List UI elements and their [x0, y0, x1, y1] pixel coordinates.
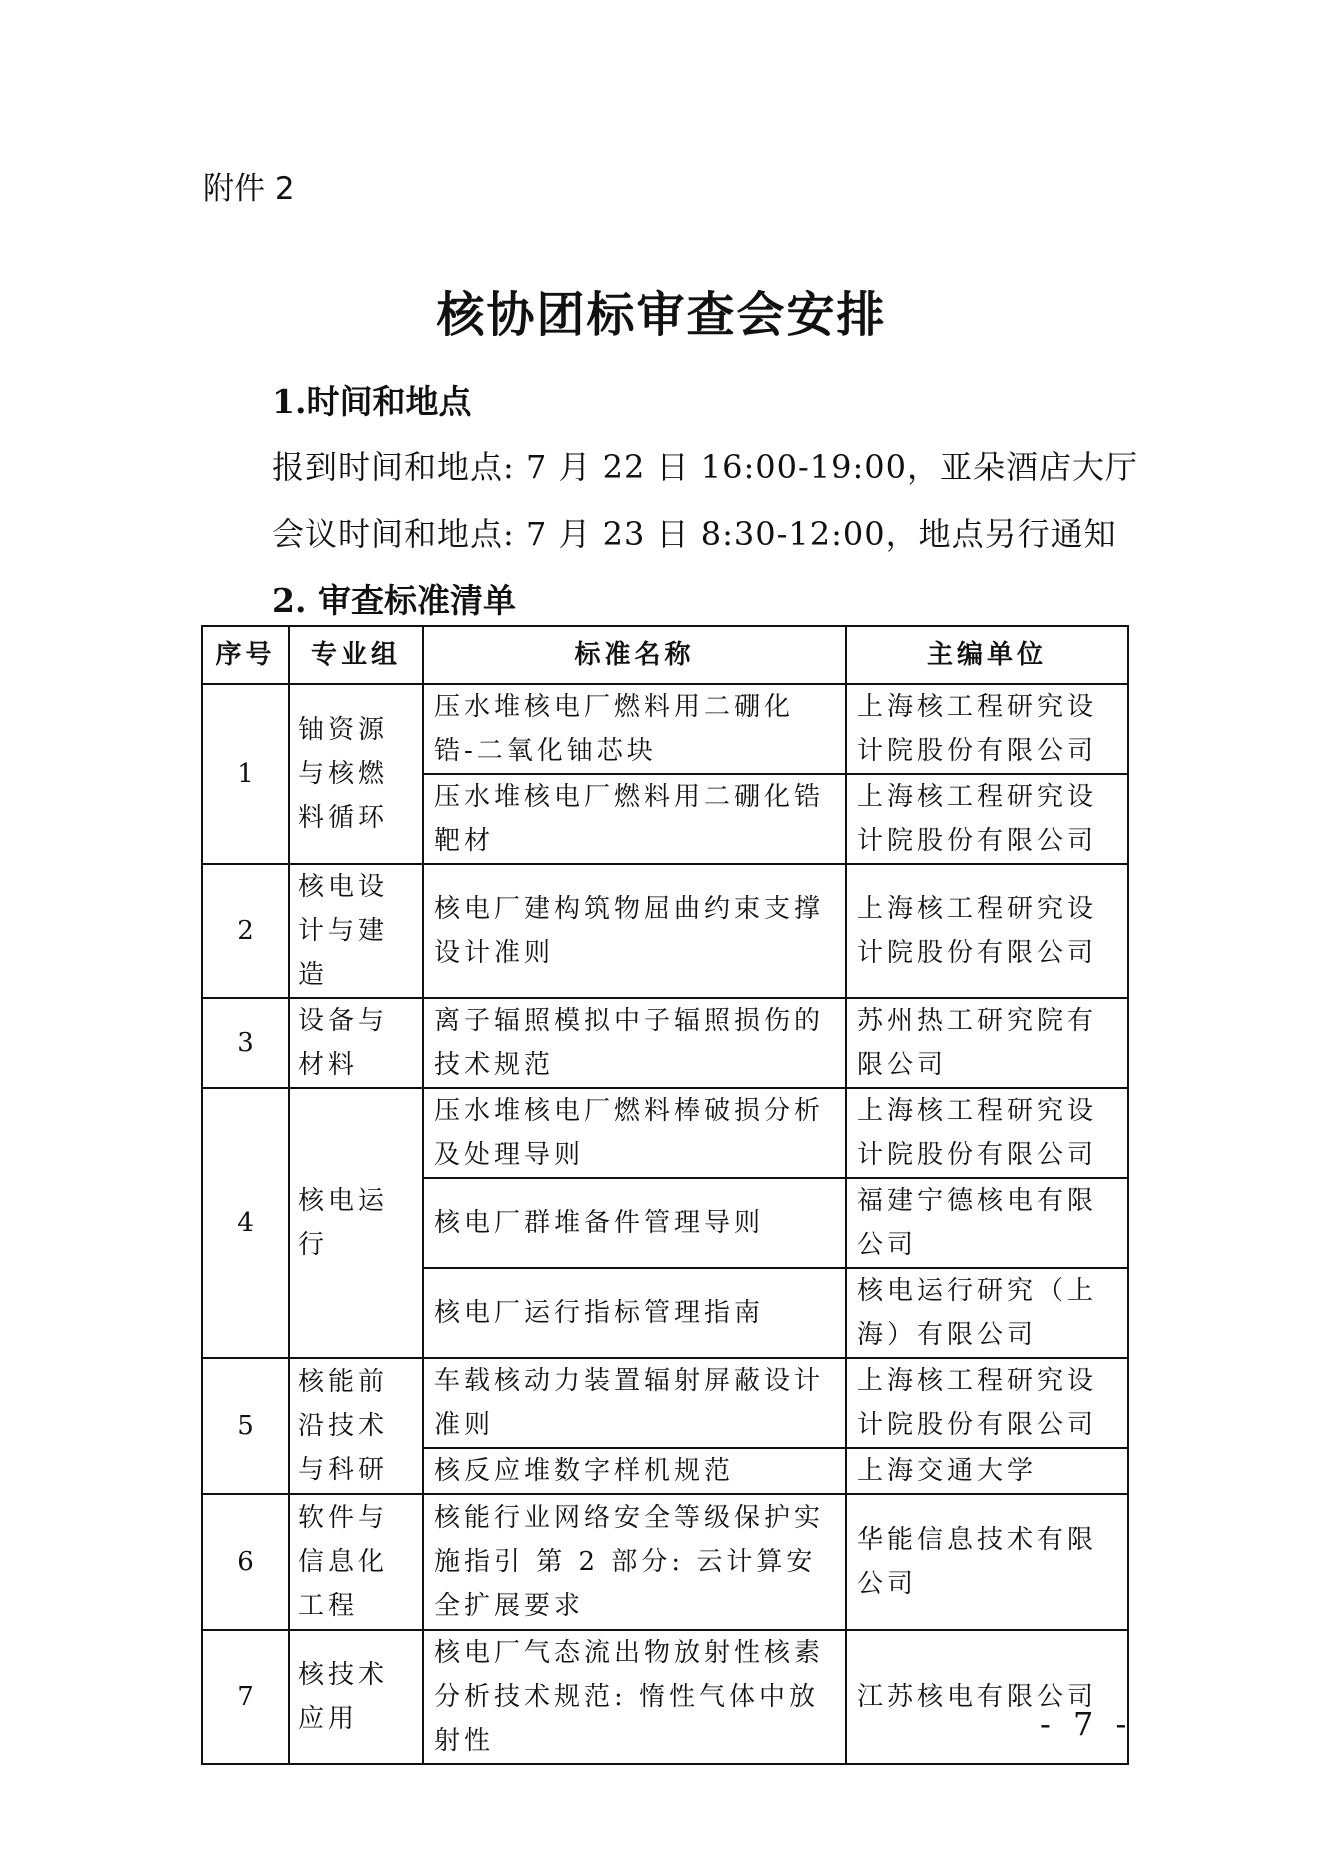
table-row	[202, 1630, 1128, 1764]
cell-standard-name: 核电厂气态流出物放射性核素分析技术规范: 惰性气体中放射性	[423, 1630, 846, 1764]
cell-group: 软件与信息化工程	[289, 1494, 423, 1630]
cell-org: 福建宁德核电有限公司	[846, 1178, 1128, 1268]
cell-standard-name: 核电厂群堆备件管理导则	[423, 1178, 846, 1268]
cell-standard-name: 压水堆核电厂燃料用二硼化锆靶材	[423, 774, 846, 864]
cell-standard-name: 核反应堆数字样机规范	[423, 1448, 846, 1494]
page-number: - 7 -	[1040, 1705, 1133, 1743]
cell-no: 4	[202, 1088, 289, 1358]
cell-org: 上海交通大学	[846, 1448, 1128, 1494]
cell-org: 核电运行研究（上海）有限公司	[846, 1268, 1128, 1358]
cell-no: 5	[202, 1358, 289, 1494]
cell-standard-name: 离子辐照模拟中子辐照损伤的技术规范	[423, 998, 846, 1088]
cell-group: 铀资源与核燃料循环	[289, 684, 423, 864]
table-row	[202, 998, 1128, 1088]
cell-org: 上海核工程研究设计院股份有限公司	[846, 684, 1128, 774]
section1-heading: 1.时间和地点	[272, 382, 472, 421]
table-row	[202, 864, 1128, 998]
cell-standard-name: 压水堆核电厂燃料棒破损分析及处理导则	[423, 1088, 846, 1178]
cell-group: 核电设计与建造	[289, 864, 423, 998]
cell-no: 6	[202, 1494, 289, 1630]
section2-heading: 2. 审查标准清单	[272, 581, 516, 620]
table-header-row	[202, 626, 1128, 684]
cell-no: 7	[202, 1630, 289, 1764]
header-name: 标准名称	[423, 626, 846, 684]
page-title: 核协团标审查会安排	[436, 287, 887, 343]
header-no: 序号	[202, 626, 289, 684]
cell-no: 3	[202, 998, 289, 1088]
cell-standard-name: 核能行业网络安全等级保护实施指引 第 2 部分: 云计算安全扩展要求	[423, 1494, 846, 1630]
cell-org: 上海核工程研究设计院股份有限公司	[846, 774, 1128, 864]
table-row	[202, 1494, 1128, 1630]
cell-no: 2	[202, 864, 289, 998]
table-row	[202, 1088, 1128, 1178]
cell-org: 江苏核电有限公司	[846, 1630, 1128, 1764]
checkin-info: 报到时间和地点: 7 月 22 日 16:00-19:00，亚朵酒店大厅	[272, 448, 1138, 486]
cell-standard-name: 核电厂建构筑物屈曲约束支撑设计准则	[423, 864, 846, 998]
cell-no: 1	[202, 684, 289, 864]
cell-standard-name: 压水堆核电厂燃料用二硼化锆-二氧化铀芯块	[423, 684, 846, 774]
cell-group: 核能前沿技术与科研	[289, 1358, 423, 1494]
cell-group: 核电运行	[289, 1088, 423, 1358]
cell-org: 上海核工程研究设计院股份有限公司	[846, 1358, 1128, 1448]
cell-standard-name: 车载核动力装置辐射屏蔽设计准则	[423, 1358, 846, 1448]
cell-org: 苏州热工研究院有限公司	[846, 998, 1128, 1088]
header-org: 主编单位	[846, 626, 1128, 684]
cell-group: 核技术应用	[289, 1630, 423, 1764]
cell-org: 上海核工程研究设计院股份有限公司	[846, 1088, 1128, 1178]
standards-table	[201, 625, 1129, 1765]
table-row	[202, 1358, 1128, 1448]
header-group: 专业组	[289, 626, 423, 684]
cell-standard-name: 核电厂运行指标管理指南	[423, 1268, 846, 1358]
cell-org: 华能信息技术有限公司	[846, 1494, 1128, 1630]
cell-group: 设备与材料	[289, 998, 423, 1088]
cell-org: 上海核工程研究设计院股份有限公司	[846, 864, 1128, 998]
table-row	[202, 684, 1128, 774]
meeting-info: 会议时间和地点: 7 月 23 日 8:30-12:00，地点另行通知	[272, 515, 1117, 553]
attachment-label: 附件 2	[203, 171, 295, 207]
